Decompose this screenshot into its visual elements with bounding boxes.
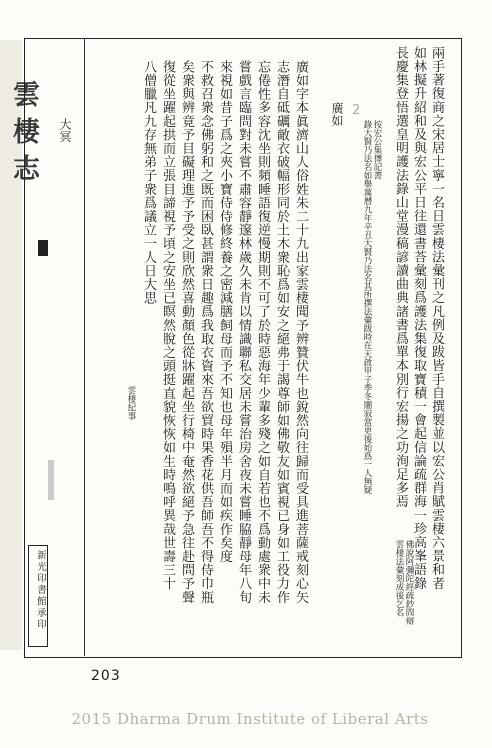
printer-stamp (28, 545, 48, 647)
page-number: 203 (91, 668, 121, 684)
text-column-1: 兩手著復商之宋居士寧一名日雲棲法彙刊之凡例及跋皆手自撰製並以宏公肖賦雲棲六景和者 (429, 46, 444, 590)
faint-mark: 2 (352, 103, 361, 118)
printer-stamp-text: 新光印書館承印 (35, 550, 46, 631)
text-column-8: 忘倦性多容沈坐則頻睡語復逆慢期則不可了於時惡海年少輩多殘之如自若也不爲動處衆中未 (255, 60, 270, 604)
text-column-9: 嘗戲言臨問對未嘗不肅容靜邃林歲久未肯以情識聯私交居未嘗治房舍夜未嘗睡脇靜母年八旬 (236, 60, 251, 604)
text-column-11: 不救召衆念佛躬和之既而困臥甚謂衆日趣爲我取衣資來吾欲貿時果香花供吾師吾不得侍巾瓶 (198, 60, 213, 604)
text-column-3: 長慶集登悟選皇明護法錄山堂漫稿諺讀曲典諸書爲單本別行宏揚之功洵足多焉 (393, 46, 408, 509)
annotation-column-4b: 錄大賢乃法名如舉萬曆九年辛丑大賢乃法名其所撰法彙跋時在天啟甲子季冬闍寂當更後始爲一人無疑 (362, 120, 372, 494)
text-column-13: 復從坐躍起拱而立張目諦視予頃之安坐已瞑然脫之頭挺直貌恢恢如生時鳴呼異哉世壽三十 (160, 60, 175, 591)
text-column-10: 來視如昔子爲之夾小寶侍侍修終養之密減膳飼母而予不知也母年殞半月而如疾作矣度 (217, 60, 232, 564)
text-column-2: 如林擬升紹和及與宏公平日往還書荅彙刻爲護法集復取寶積一會起信論疏群海一珍高峯語錄 (411, 46, 426, 590)
annotation-column-4a: 按宏公集傳記書 (372, 120, 382, 180)
section-label: 大冥 (58, 118, 72, 144)
text-column-12: 矣衆與辨竟予目礙理進予予受之則欣然喜動顏色從牀躍起坐行椅中奄然欲絕予急往赴問予聲 (179, 60, 194, 604)
text-column-6: 廣如字本眞濟山人俗姓朱二十九出家雲棲聞予辨贊伏牛也銳然向往歸而受具進菩薩戒刻心矢 (293, 60, 308, 604)
binding-shadow (48, 460, 54, 500)
annotation-column-3a: 佛說阿彌陀經疏鈔問辯 (404, 540, 414, 625)
entry-heading: 廣如 (330, 102, 344, 128)
binding-mark (38, 240, 48, 256)
running-title: 雲棲志 (8, 80, 39, 191)
annotation-column-3b: 雲棲法彙刻成後乞名 (394, 540, 404, 617)
text-column-7: 志潛自砥礪敵衣破幅形同於土木衆恥爲如安之絕弗于謁尊師如佛敬友如賓視已身如工役力作 (274, 60, 289, 604)
watermark: 2015 Dharma Drum Institute of Liberal Arts (71, 710, 429, 728)
source-note: 雲棲紀事 (126, 386, 136, 420)
gutter-rule (84, 38, 85, 656)
text-column-14: 八僧臘凡九存無弟子衆爲議立一人日大思 (141, 60, 156, 305)
